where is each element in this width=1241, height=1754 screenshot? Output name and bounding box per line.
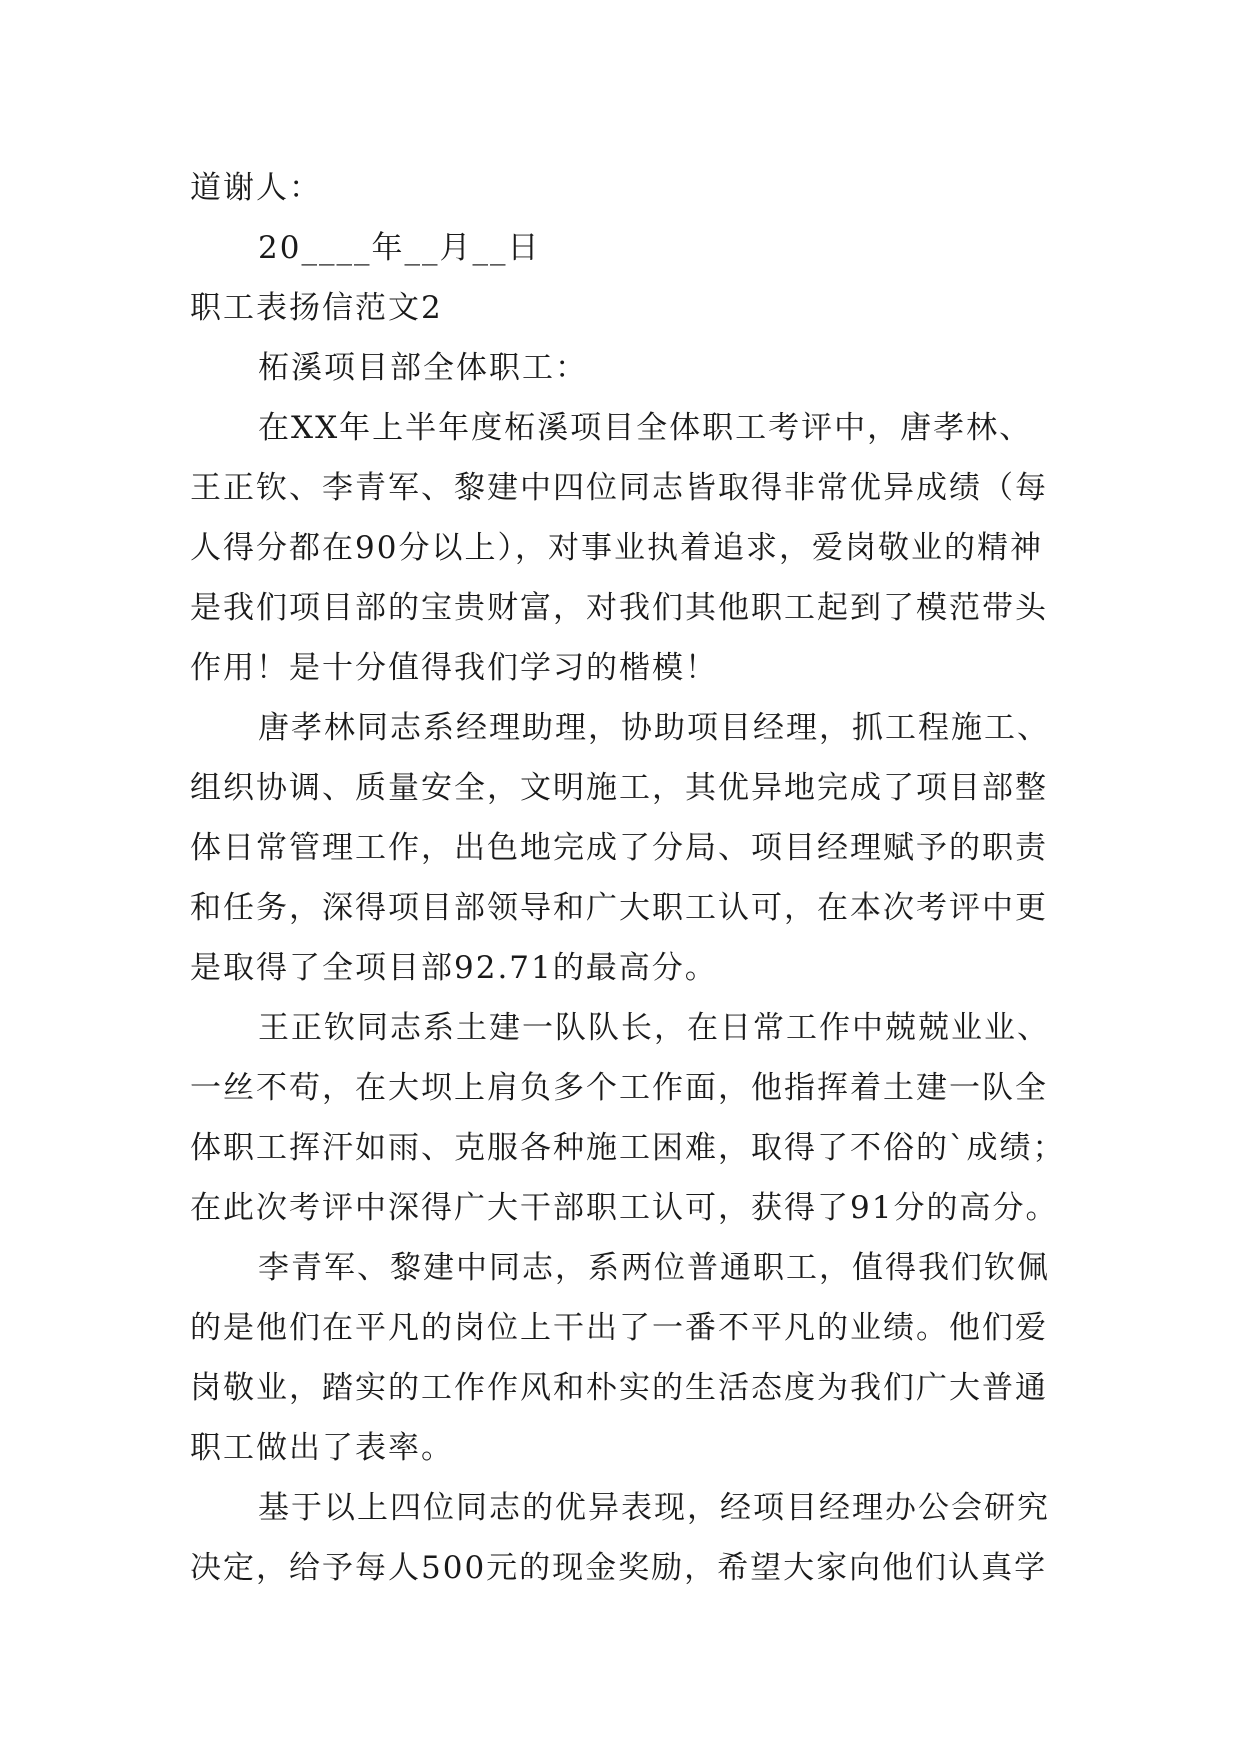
text-line: 是我们项目部的宝贵财富，对我们其他职工起到了模范带头 (190, 590, 1048, 626)
text-line: 岗敬业，踏实的工作作风和朴实的生活态度为我们广大普通 (190, 1370, 1048, 1406)
text-line: 王正钦同志系土建一队队长，在日常工作中兢兢业业、 (258, 1010, 1050, 1046)
text-line: 和任务，深得项目部领导和广大职工认可，在本次考评中更 (190, 890, 1048, 926)
text-line: 决定，给予每人500元的现金奖励，希望大家向他们认真学 (190, 1550, 1048, 1586)
text-line: 的是他们在平凡的岗位上干出了一番不平凡的业绩。他们爱 (190, 1310, 1048, 1346)
salutation: 柘溪项目部全体职工： (258, 350, 588, 386)
text-line: 是取得了全项目部92.71的最高分。 (190, 950, 718, 986)
signature-label: 道谢人： (190, 170, 322, 206)
text-line: 李青军、黎建中同志，系两位普通职工，值得我们钦佩 (258, 1250, 1050, 1286)
text-line: 基于以上四位同志的优异表现，经项目经理办公会研究 (258, 1490, 1050, 1526)
text-line: 在XX年上半年度柘溪项目全体职工考评中，唐孝林、 (258, 410, 1033, 446)
text-line: 体职工挥汗如雨、克服各种施工困难，取得了不俗的`成绩； (190, 1130, 1066, 1166)
text-line: 人得分都在90分以上），对事业执着追求，爱岗敬业的精神 (190, 530, 1043, 566)
date-line: 20____年__月__日 (258, 230, 541, 266)
text-line: 唐孝林同志系经理助理，协助项目经理，抓工程施工、 (258, 710, 1050, 746)
text-line: 作用！是十分值得我们学习的楷模！ (190, 650, 718, 686)
letter-heading: 职工表扬信范文2 (190, 290, 443, 326)
text-line: 王正钦、李青军、黎建中四位同志皆取得非常优异成绩（每 (190, 470, 1048, 506)
text-line: 组织协调、质量安全，文明施工，其优异地完成了项目部整 (190, 770, 1048, 806)
text-line: 一丝不苟，在大坝上肩负多个工作面，他指挥着土建一队全 (190, 1070, 1048, 1106)
text-line: 在此次考评中深得广大干部职工认可，获得了91分的高分。 (190, 1190, 1059, 1226)
text-line: 职工做出了表率。 (190, 1430, 454, 1466)
text-line: 体日常管理工作，出色地完成了分局、项目经理赋予的职责 (190, 830, 1048, 866)
